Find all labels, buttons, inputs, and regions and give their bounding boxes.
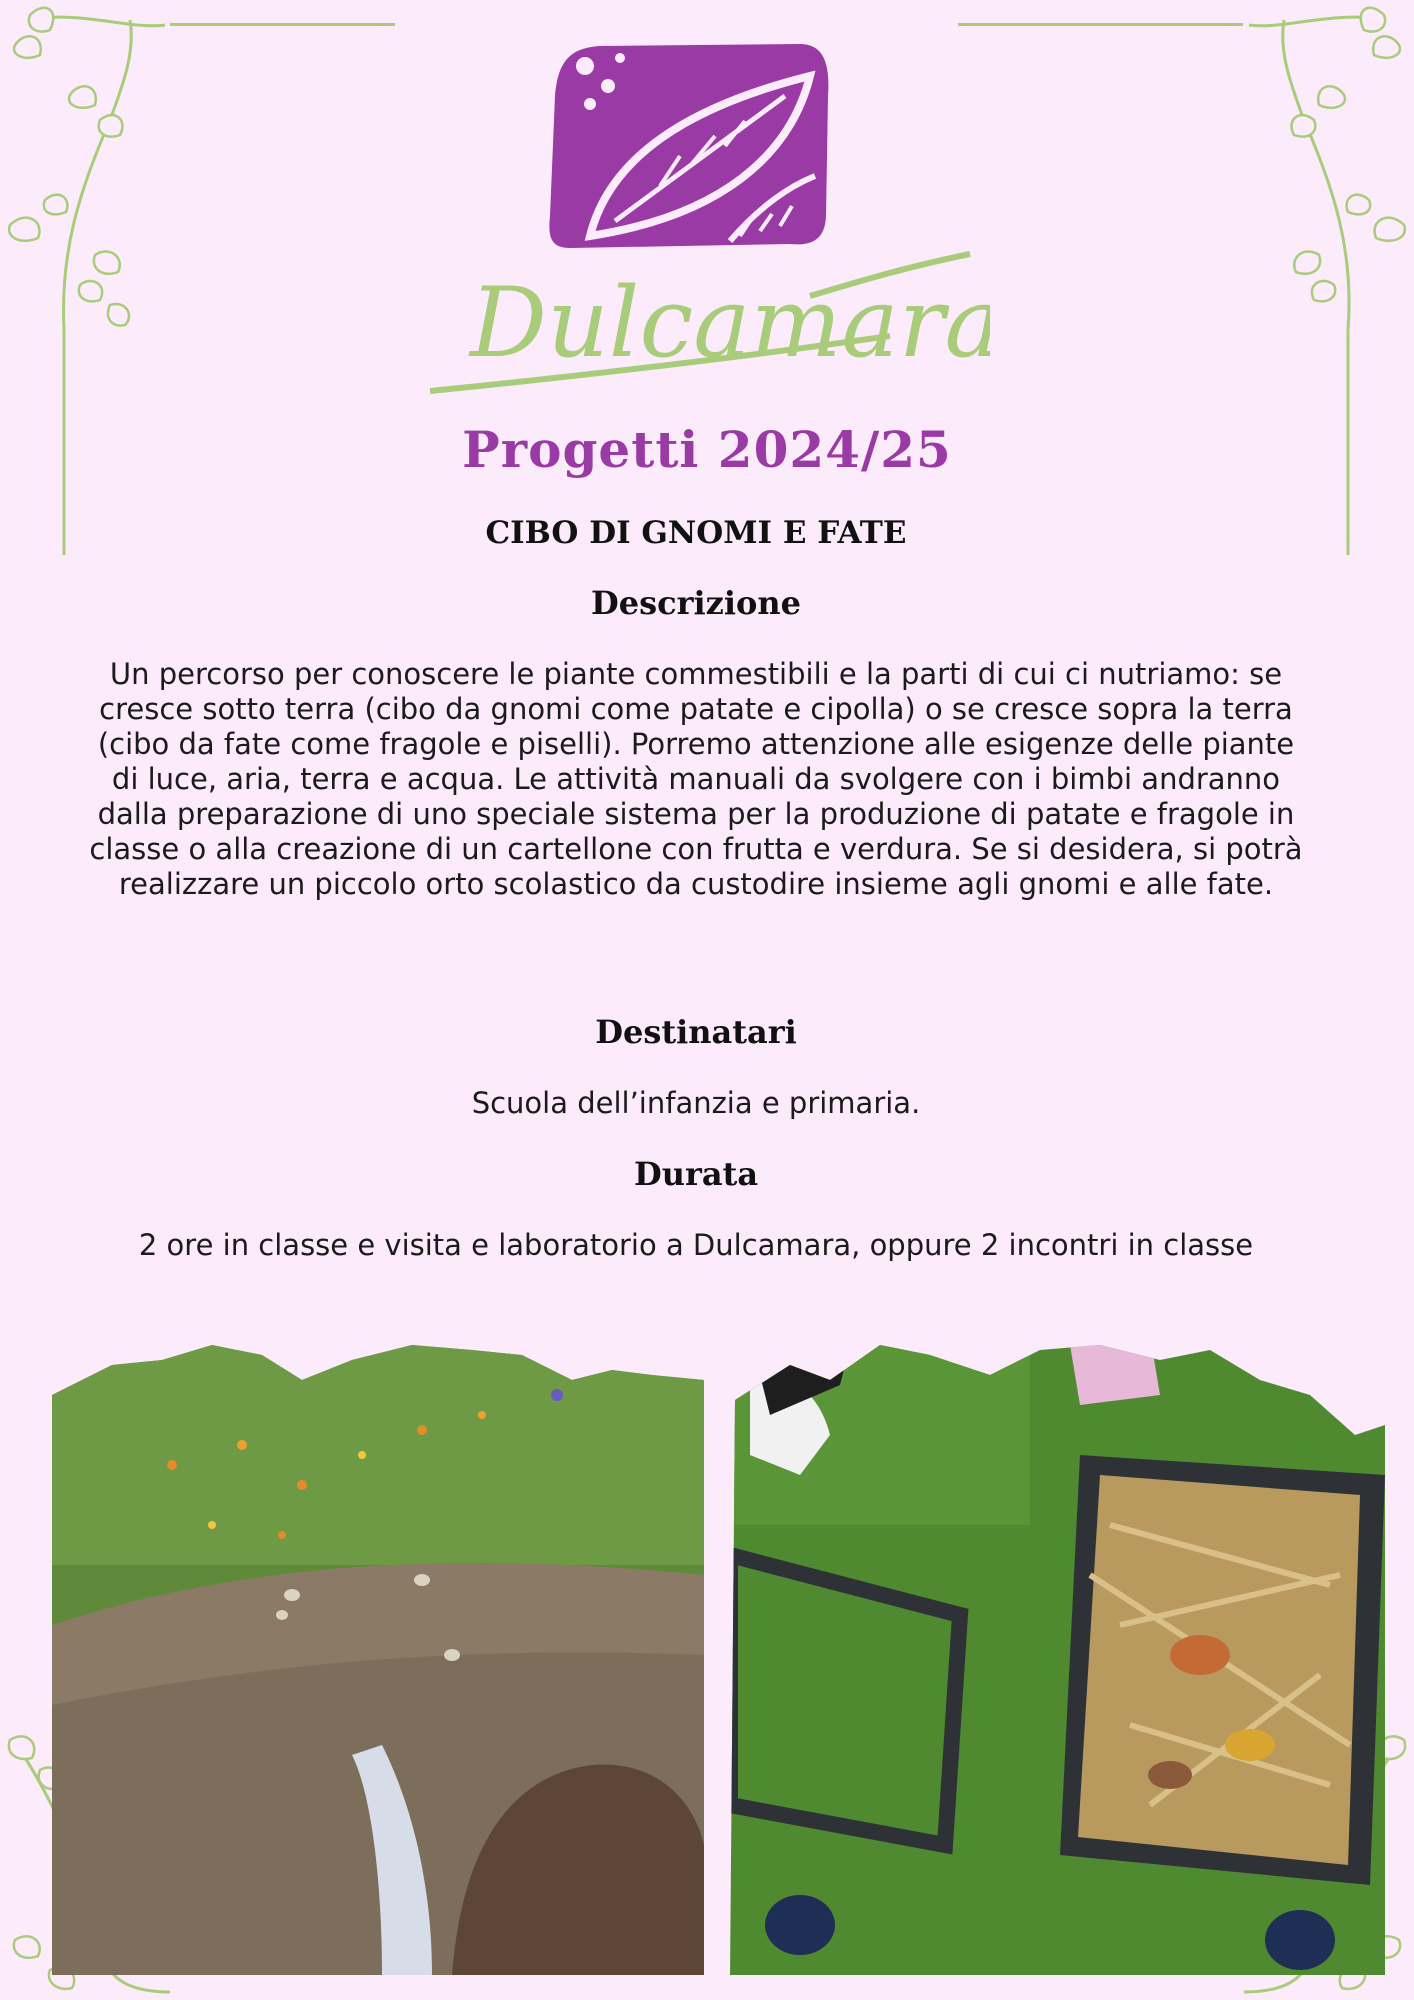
duration-text: 2 ore in classe e visita e laboratorio a Dulcamara, oppure 2 incontri in classe — [138, 1228, 1254, 1262]
description-heading: Descrizione — [591, 584, 801, 622]
leaf-logo-icon — [430, 36, 990, 406]
logo-wordmark: Dulcamara — [470, 267, 990, 379]
project-name: CIBO DI GNOMI E FATE — [485, 515, 907, 551]
duration-heading: Durata — [633, 1155, 759, 1193]
dulcamara-logo — [430, 36, 990, 406]
crates-photo — [730, 1325, 1385, 1975]
top-right-rule — [958, 23, 1243, 26]
description-text: Un percorso per conoscere le piante commestibili e la parti di cui ci nutriamo: se cresce sotto terra (cibo da gnomi come patate e cipolla) o se cresce sopra la terra (cibo da fate come fragole e piselli). Porremo attenzione alle esigenze delle piante di luce, aria, terra e acqua. Le attività manuali da svolgere con i bimbi andranno dalla preparazione di uno speciale sistema per la produzione di patate e fragole in classe o alla creazione di un cartellone con frutta e verdura. Se si desidera, si potrà realizzare un piccolo orto scolastico da custodire insieme agli gnomi e alle fate. — [89, 657, 1303, 901]
page-title: Progetti 2024/25 — [462, 420, 952, 479]
garden-photo — [52, 1325, 704, 1975]
audience-heading: Destinatari — [595, 1013, 797, 1051]
audience-text: Scuola dell’infanzia e primaria. — [471, 1086, 921, 1120]
top-left-rule — [170, 23, 395, 26]
